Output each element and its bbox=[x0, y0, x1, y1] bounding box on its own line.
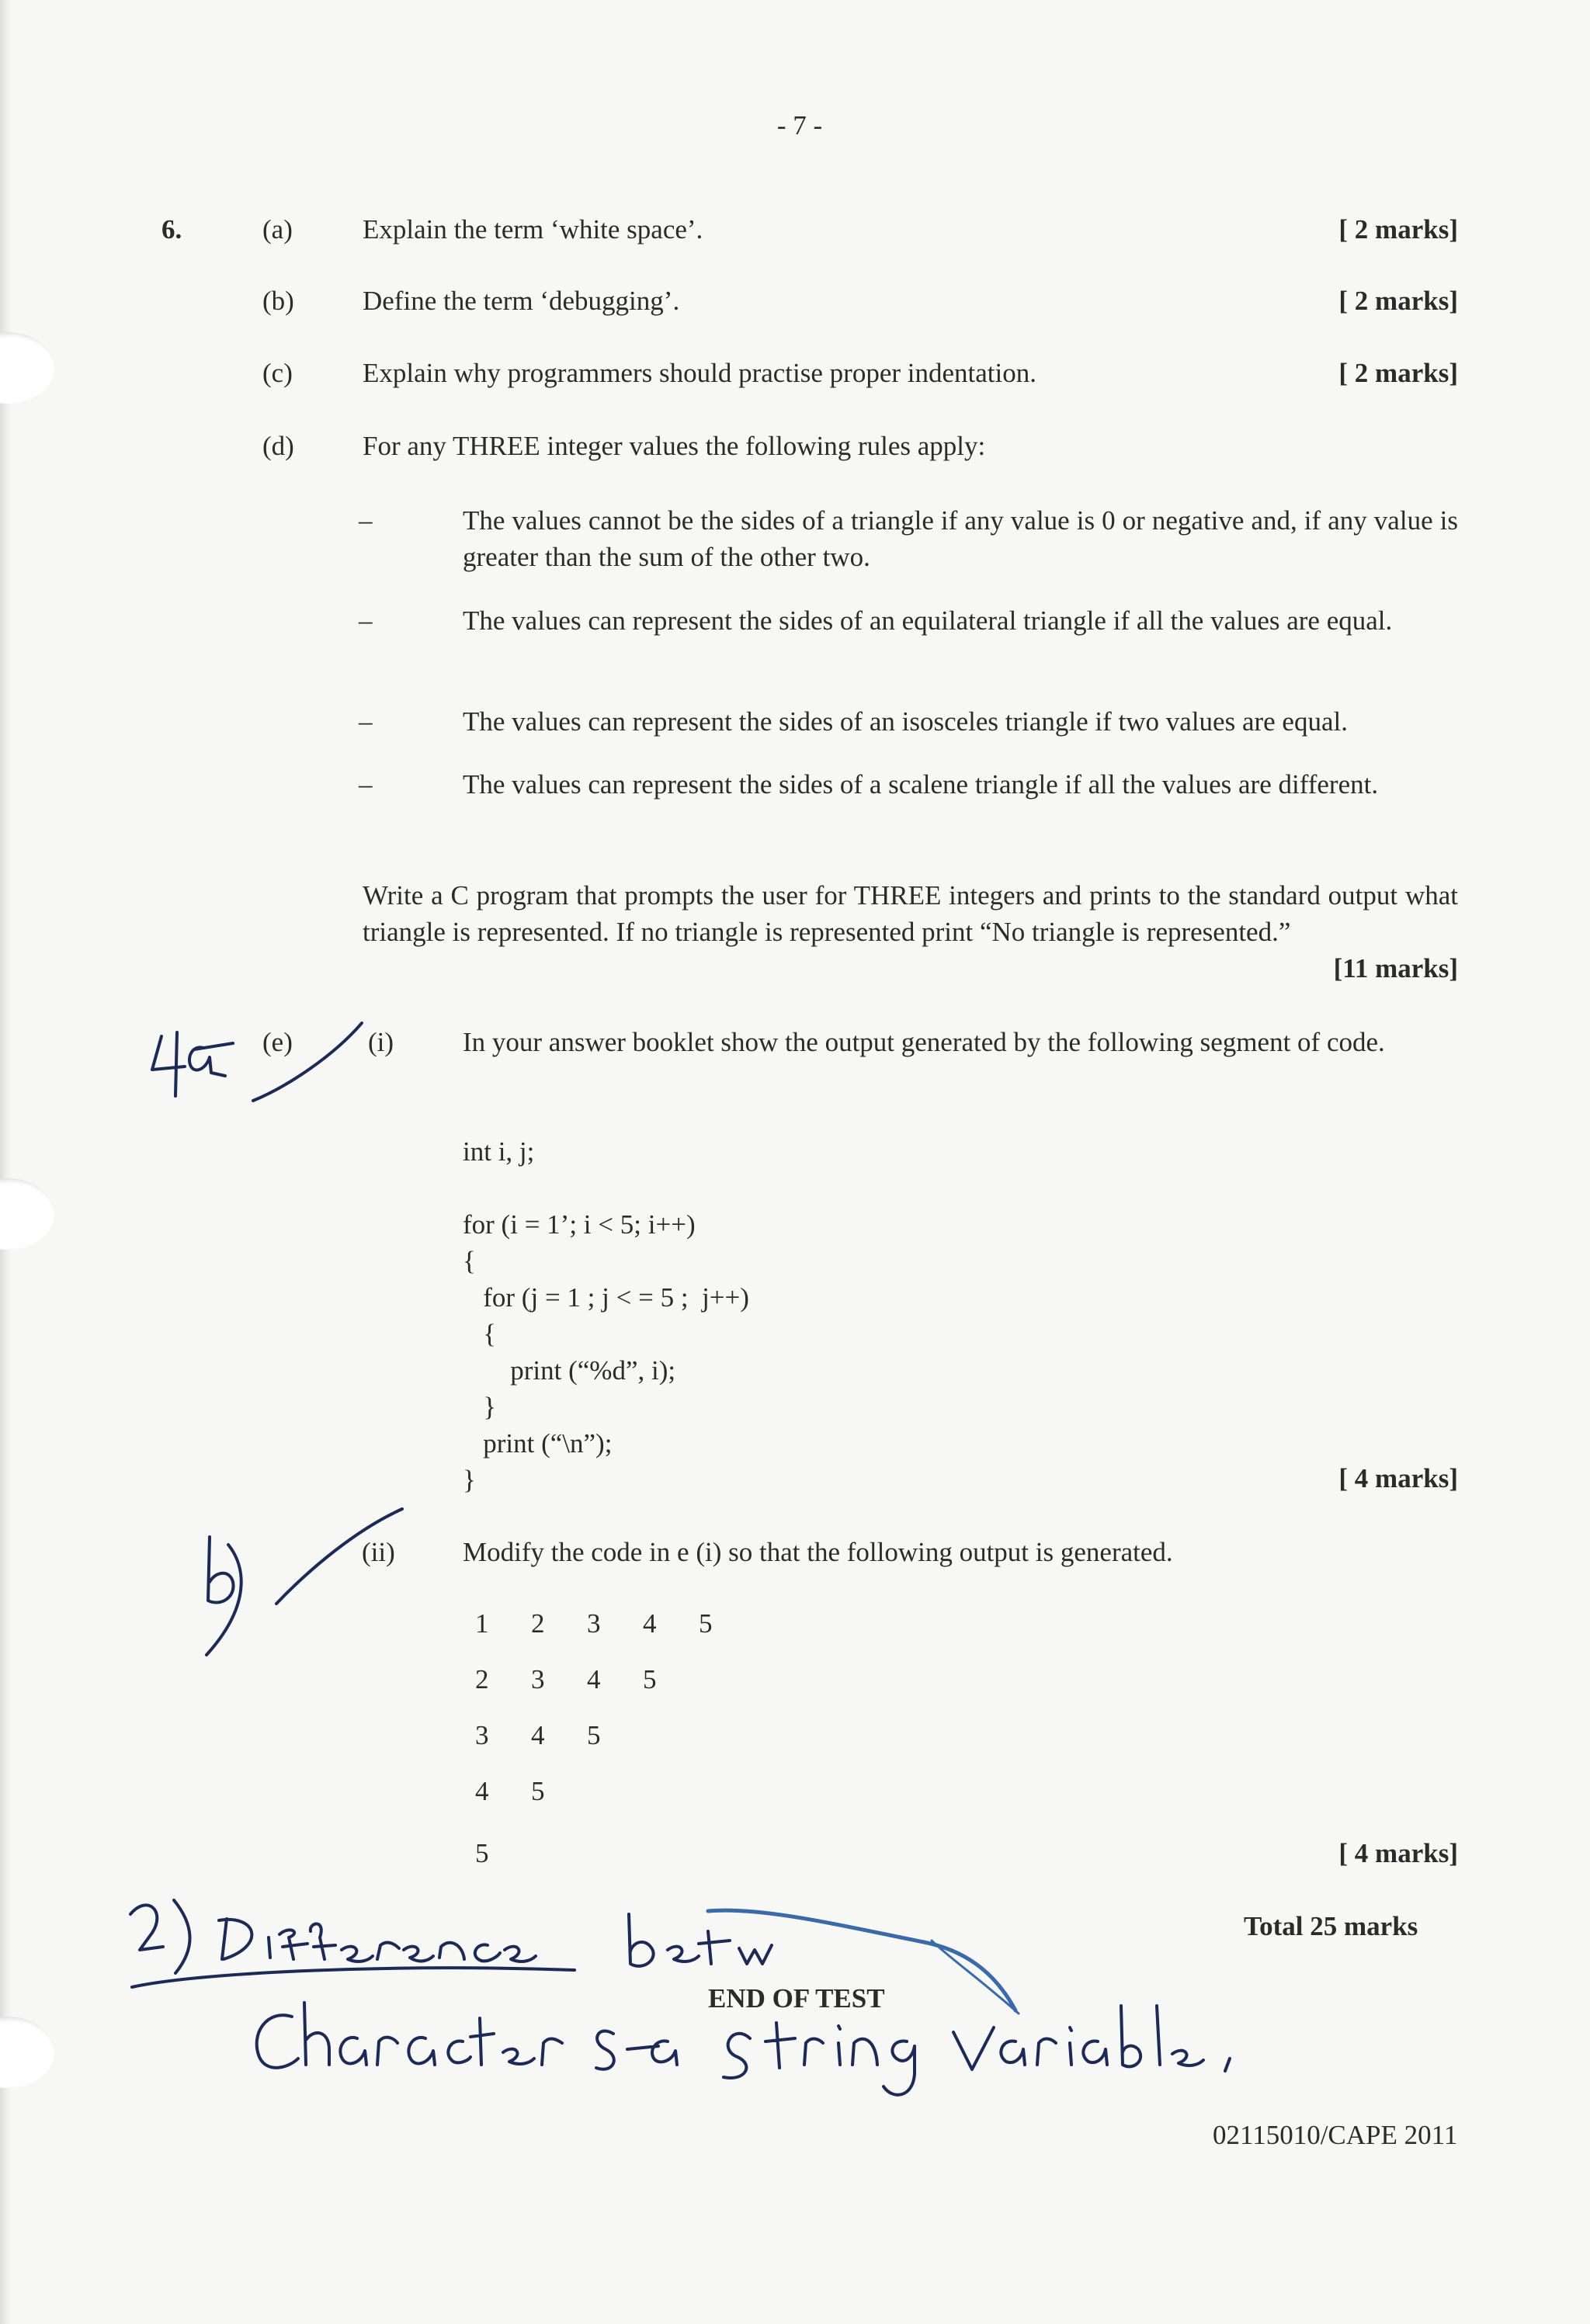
rule-item: The values can represent the sides of an equilateral triangle if all the values are equal. bbox=[463, 605, 1393, 636]
rule-dash: – bbox=[359, 605, 373, 636]
rule-dash: – bbox=[359, 769, 373, 800]
output-row bbox=[475, 1661, 755, 1717]
rule-dash: – bbox=[359, 505, 373, 536]
rule-item: The values can represent the sides of an isosceles triangle if two values are equal. bbox=[463, 706, 1348, 737]
part-e-label: (e) bbox=[262, 1027, 293, 1057]
code-line: for (i = 1’; i < 5; i++) bbox=[463, 1209, 696, 1240]
output-cell: 4 bbox=[531, 1720, 545, 1750]
output-cell: 3 bbox=[587, 1608, 601, 1639]
output-cell: 4 bbox=[587, 1664, 601, 1694]
output-grid bbox=[475, 1605, 755, 1891]
code-line: int i, j; bbox=[463, 1136, 535, 1167]
page-number: - 7 - bbox=[776, 110, 823, 140]
output-cell: 4 bbox=[475, 1776, 489, 1806]
code-line: { bbox=[463, 1319, 497, 1349]
question-number: 6. bbox=[161, 214, 182, 245]
code-line: { bbox=[463, 1246, 476, 1276]
handwritten-note-line1 bbox=[130, 1900, 772, 1987]
part-d-marks: [11 marks] bbox=[1333, 953, 1458, 983]
code-block bbox=[463, 1133, 1161, 1498]
output-cell: 3 bbox=[475, 1720, 489, 1750]
code-line: } bbox=[463, 1465, 476, 1495]
part-e-i-label: (i) bbox=[368, 1027, 394, 1057]
code-line: print (“\n”); bbox=[463, 1428, 613, 1459]
output-cell: 1 bbox=[475, 1608, 489, 1639]
output-row bbox=[475, 1717, 755, 1773]
total-marks: Total 25 marks bbox=[1244, 1911, 1418, 1941]
part-c-marks: [ 2 marks] bbox=[1338, 358, 1458, 388]
punch-hole-bottom bbox=[0, 2017, 54, 2088]
output-cell: 3 bbox=[531, 1664, 545, 1694]
output-cell: 5 bbox=[531, 1776, 545, 1806]
code-line bbox=[463, 1170, 1161, 1206]
part-c-label: (c) bbox=[262, 358, 293, 388]
output-cell: 4 bbox=[643, 1608, 657, 1639]
part-a-text: Explain the term ‘white space’. bbox=[363, 214, 703, 245]
output-cell: 2 bbox=[475, 1664, 489, 1694]
output-cell: 2 bbox=[531, 1608, 545, 1639]
punch-hole-middle bbox=[0, 1178, 54, 1250]
output-cell: 5 bbox=[587, 1720, 601, 1750]
rule-dash: – bbox=[359, 706, 373, 737]
part-e-i-text: In your answer booklet show the output generated by the following segment of code. bbox=[463, 1027, 1385, 1057]
output-cell: 5 bbox=[475, 1838, 489, 1868]
rule-item: The values can represent the sides of a scalene triangle if all the values are different. bbox=[463, 769, 1379, 800]
blue-ink-stroke bbox=[932, 1941, 1019, 2014]
part-d-label: (d) bbox=[262, 431, 294, 461]
handwritten-b bbox=[207, 1537, 241, 1655]
part-b-label: (b) bbox=[262, 286, 294, 316]
part-e-ii-text: Modify the code in e (i) so that the following output is generated. bbox=[463, 1537, 1173, 1567]
punch-hole-top bbox=[0, 332, 54, 404]
part-e-ii-marks: [ 4 marks] bbox=[1338, 1838, 1458, 1868]
output-row bbox=[475, 1773, 755, 1835]
output-cell: 5 bbox=[643, 1664, 657, 1694]
rule-item: The values cannot be the sides of a triangle if any value is 0 or negative and, if any value is greater than the sum of the other two. bbox=[463, 505, 1458, 572]
part-d-text: For any THREE integer values the following rules apply: bbox=[363, 431, 986, 461]
code-line: print (“%d”, i); bbox=[463, 1355, 676, 1386]
part-c-text: Explain why programmers should practise proper indentation. bbox=[363, 358, 1036, 388]
output-row bbox=[475, 1835, 755, 1891]
footer-code: 02115010/CAPE 2011 bbox=[1213, 2120, 1458, 2150]
part-e-i-marks: [ 4 marks] bbox=[1338, 1463, 1458, 1493]
part-b-text: Define the term ‘debugging’. bbox=[363, 286, 680, 316]
end-of-test: END OF TEST bbox=[708, 1983, 885, 2014]
part-b-marks: [ 2 marks] bbox=[1338, 286, 1458, 316]
part-a-marks: [ 2 marks] bbox=[1338, 214, 1458, 245]
handwritten-4a bbox=[152, 1032, 233, 1096]
part-e-ii-label: (ii) bbox=[362, 1537, 395, 1567]
code-line: for (j = 1 ; j < = 5 ; j++) bbox=[463, 1282, 749, 1313]
part-a-label: (a) bbox=[262, 214, 293, 245]
part-d-task: Write a C program that prompts the user for THREE integers and prints to the standard output what triangle is represented. If no triangle is represented print “No triangle is represented.” bbox=[363, 880, 1458, 947]
output-row bbox=[475, 1605, 755, 1661]
output-cell: 5 bbox=[699, 1608, 713, 1639]
code-line: } bbox=[463, 1392, 497, 1422]
